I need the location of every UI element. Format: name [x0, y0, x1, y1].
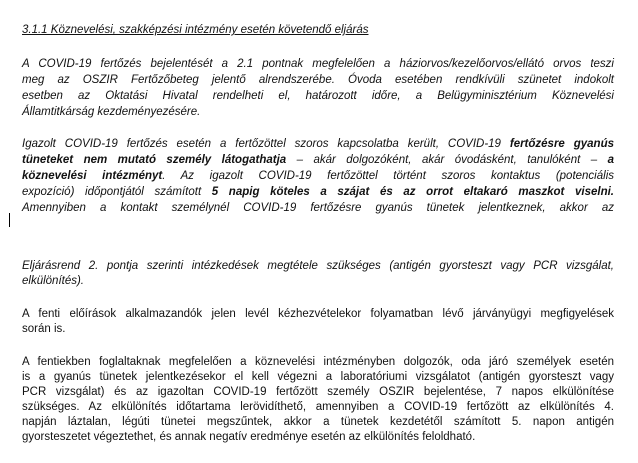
- p2-l1-bold: fertőzésre gyanús: [509, 138, 614, 150]
- p2-l3-text: . Az igazolt COVID-19 fertőzöttel történt szoros kontaktus (potenciális: [162, 170, 614, 182]
- p2-line-5: Amennyiben a kontakt személynél COVID-19 fertőzésre gyanús tünetek jelentkeznek, akkor az: [22, 202, 614, 214]
- p2-l1-text: Igazolt COVID-19 fertőzés esetén a fertőzöttel szoros kapcsolatba került, COVID-19: [22, 138, 510, 150]
- p2-l2-bold-end: a: [607, 154, 614, 166]
- p4-line-1: A fenti előírások alkalmazandók jelen levél kézhezvételekor folyamatban lévő járványügyi megfigyelések: [22, 308, 614, 320]
- p4-line-2: során is.: [22, 323, 66, 335]
- p1-line-4: Államtitkárság kezdeményezésére.: [22, 106, 201, 118]
- p2-l4-bold: 5 napig köteles a szájat és az orrot eltakaró maszkot viselni.: [211, 186, 614, 198]
- p1-line-2: meg az OSZIR Fertőzőbeteg jelentő alrendszerébe. Óvoda esetében rendkívüli szünetet indokolt: [22, 74, 614, 86]
- p2-l2-bold: tüneteket nem mutató személy látogathatja: [22, 154, 287, 166]
- p2-l4-text: expozíció) időpontjától számított: [22, 186, 212, 198]
- section-heading: 3.1.1 Köznevelési, szakképzési intézmény esetén követendő eljárás: [22, 24, 369, 36]
- p2-l3-bold: köznevelési intézményt: [22, 170, 163, 182]
- p5-line-2: is a gyanús tünetek jelentkezésekor el kell végezni a laboratóriumi vizsgálatot (antigén gyorsteszt vagy: [22, 371, 614, 383]
- text-cursor: [9, 213, 10, 227]
- p1-line-3: esetben az Oktatási Hivatal rendelheti el, határozott időre, a Belügyminisztérium Köznevelési: [22, 90, 614, 102]
- p2-line-4: [22, 184, 614, 200]
- p1-line-1: A COVID-19 fertőzés bejelentését a 2.1 pontnak megfelelően a háziorvos/kezelőorvos/ellátó orvos teszi: [22, 58, 614, 70]
- p5-line-4: szükséges. Az elkülönítés időtartama lerövidíthető, amennyiben a COVID-19 fertőzött az elkülönítés 4.: [22, 401, 614, 413]
- p3-line-1: Eljárásrend 2. pontja szerinti intézkedések megtétele szükséges (antigén gyorsteszt vagy PCR vizsgálat,: [22, 260, 614, 272]
- p5-line-6: gyorsteszetet végeztethet, és annak negatív eredménye esetén az elkülönítés feloldható.: [22, 431, 476, 443]
- p2-l2-text: – akár dolgozóként, akár óvodásként, tanulóként –: [286, 154, 608, 166]
- p3-line-2: elkülönítés).: [22, 275, 85, 287]
- p5-line-3: PCR vizsgálat) és az igazoltan COVID-19 fertőzött személy OSZIR bejelentése, 7 napos elkülönítése: [22, 386, 614, 398]
- p5-line-1: A fentiekben foglaltaknak megfelelően a köznevelési intézményben dolgozók, oda járó személyek esetén: [22, 356, 614, 368]
- p2-line-2: [22, 152, 614, 168]
- p5-line-5: napján láztalan, légúti tünetei megszűntek, akkor a tünetek kezdetétől számított 5. napon antigén: [22, 416, 614, 428]
- p2-line-1: [22, 136, 614, 152]
- p2-line-3: [22, 168, 614, 184]
